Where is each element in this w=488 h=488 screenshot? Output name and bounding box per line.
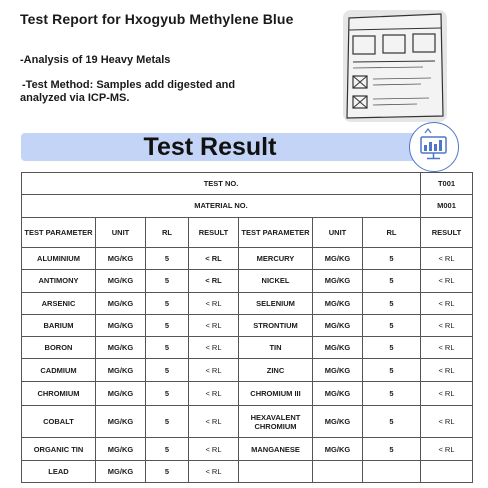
parameter-cell: MANGANESE — [239, 438, 313, 460]
column-header: UNIT — [96, 217, 146, 247]
analysis-subtitle: -Analysis of 19 Heavy Metals — [20, 54, 171, 66]
result-cell: < RL — [189, 337, 239, 359]
monitor-chart-icon — [409, 122, 459, 172]
wireframe-sketch-image — [343, 10, 447, 122]
parameter-cell: COBALT — [22, 405, 96, 437]
result-cell: < RL — [421, 438, 473, 460]
rl-cell: 5 — [146, 247, 189, 269]
unit-cell — [313, 460, 363, 482]
result-cell: < RL — [189, 438, 239, 460]
result-cell: < RL — [421, 359, 473, 381]
parameter-cell: CHROMIUM III — [239, 381, 313, 405]
unit-cell: MG/KG — [96, 270, 146, 292]
rl-cell: 5 — [146, 438, 189, 460]
rl-cell: 5 — [363, 337, 421, 359]
material-no-row — [22, 195, 473, 217]
parameter-cell: ANTIMONY — [22, 270, 96, 292]
unit-cell: MG/KG — [313, 314, 363, 336]
parameter-cell: LEAD — [22, 460, 96, 482]
unit-cell: MG/KG — [96, 247, 146, 269]
unit-cell: MG/KG — [313, 247, 363, 269]
rl-cell — [363, 460, 421, 482]
test-method-line-1: -Test Method: Samples add digested and — [22, 79, 236, 91]
parameter-cell: NICKEL — [239, 270, 313, 292]
table-row — [22, 438, 473, 460]
unit-cell: MG/KG — [313, 270, 363, 292]
column-header: TEST PARAMETER — [22, 217, 96, 247]
parameter-cell: TIN — [239, 337, 313, 359]
table-row — [22, 314, 473, 336]
parameter-cell: ARSENIC — [22, 292, 96, 314]
parameter-cell — [239, 460, 313, 482]
unit-cell: MG/KG — [313, 405, 363, 437]
parameter-cell: ZINC — [239, 359, 313, 381]
column-header: UNIT — [313, 217, 363, 247]
test-method — [20, 79, 250, 105]
test-no-label: TEST NO. — [22, 173, 421, 195]
column-header: RESULT — [189, 217, 239, 247]
rl-cell: 5 — [363, 270, 421, 292]
table-row — [22, 359, 473, 381]
result-cell: < RL — [189, 292, 239, 314]
table-row — [22, 337, 473, 359]
rl-cell: 5 — [146, 381, 189, 405]
parameter-cell: ORGANIC TIN — [22, 438, 96, 460]
result-cell: < RL — [421, 247, 473, 269]
unit-cell: MG/KG — [96, 381, 146, 405]
result-cell — [421, 460, 473, 482]
test-result-heading: Test Result — [143, 133, 277, 161]
result-cell: < RL — [421, 337, 473, 359]
result-cell: < RL — [189, 359, 239, 381]
rl-cell: 5 — [146, 405, 189, 437]
table-row — [22, 381, 473, 405]
result-cell: < RL — [189, 405, 239, 437]
result-cell: < RL — [189, 247, 239, 269]
column-header: RL — [146, 217, 189, 247]
test-method-line-2: analyzed via ICP-MS. — [20, 92, 130, 104]
parameter-cell: CADMIUM — [22, 359, 96, 381]
result-cell: < RL — [189, 381, 239, 405]
parameter-cell: SELENIUM — [239, 292, 313, 314]
header-row — [22, 217, 473, 247]
unit-cell: MG/KG — [96, 292, 146, 314]
rl-cell: 5 — [146, 337, 189, 359]
table-row — [22, 292, 473, 314]
unit-cell: MG/KG — [313, 381, 363, 405]
column-header: RL — [363, 217, 421, 247]
rl-cell: 5 — [363, 247, 421, 269]
table-row — [22, 247, 473, 269]
parameter-cell: HEXAVALENT CHROMIUM — [239, 405, 313, 437]
result-cell: < RL — [189, 270, 239, 292]
table-row — [22, 405, 473, 437]
rl-cell: 5 — [146, 292, 189, 314]
unit-cell: MG/KG — [313, 438, 363, 460]
material-no-label: MATERIAL NO. — [22, 195, 421, 217]
table-row — [22, 460, 473, 482]
rl-cell: 5 — [146, 460, 189, 482]
unit-cell: MG/KG — [96, 460, 146, 482]
unit-cell: MG/KG — [96, 337, 146, 359]
rl-cell: 5 — [363, 405, 421, 437]
unit-cell: MG/KG — [96, 405, 146, 437]
unit-cell: MG/KG — [313, 359, 363, 381]
test-no-row — [22, 173, 473, 195]
report-title: Test Report for Hxogyub Methylene Blue — [20, 11, 294, 27]
result-cell: < RL — [421, 381, 473, 405]
material-no-value: M001 — [421, 195, 473, 217]
parameter-cell: MERCURY — [239, 247, 313, 269]
result-cell: < RL — [421, 314, 473, 336]
parameter-cell: BARIUM — [22, 314, 96, 336]
unit-cell: MG/KG — [313, 337, 363, 359]
parameter-cell: BORON — [22, 337, 96, 359]
rl-cell: 5 — [363, 438, 421, 460]
unit-cell: MG/KG — [96, 314, 146, 336]
rl-cell: 5 — [146, 270, 189, 292]
test-result-banner — [21, 133, 429, 161]
table-row — [22, 270, 473, 292]
rl-cell: 5 — [363, 381, 421, 405]
parameter-cell: STRONTIUM — [239, 314, 313, 336]
column-header: RESULT — [421, 217, 473, 247]
rl-cell: 5 — [363, 359, 421, 381]
rl-cell: 5 — [146, 314, 189, 336]
rl-cell: 5 — [363, 292, 421, 314]
rl-cell: 5 — [363, 314, 421, 336]
result-cell: < RL — [421, 405, 473, 437]
unit-cell: MG/KG — [313, 292, 363, 314]
result-cell: < RL — [189, 314, 239, 336]
test-no-value: T001 — [421, 173, 473, 195]
unit-cell: MG/KG — [96, 438, 146, 460]
rl-cell: 5 — [146, 359, 189, 381]
parameter-cell: CHROMIUM — [22, 381, 96, 405]
result-cell: < RL — [421, 270, 473, 292]
result-cell: < RL — [189, 460, 239, 482]
test-results-table — [21, 172, 473, 483]
parameter-cell: ALUMINIUM — [22, 247, 96, 269]
column-header: TEST PARAMETER — [239, 217, 313, 247]
unit-cell: MG/KG — [96, 359, 146, 381]
result-cell: < RL — [421, 292, 473, 314]
